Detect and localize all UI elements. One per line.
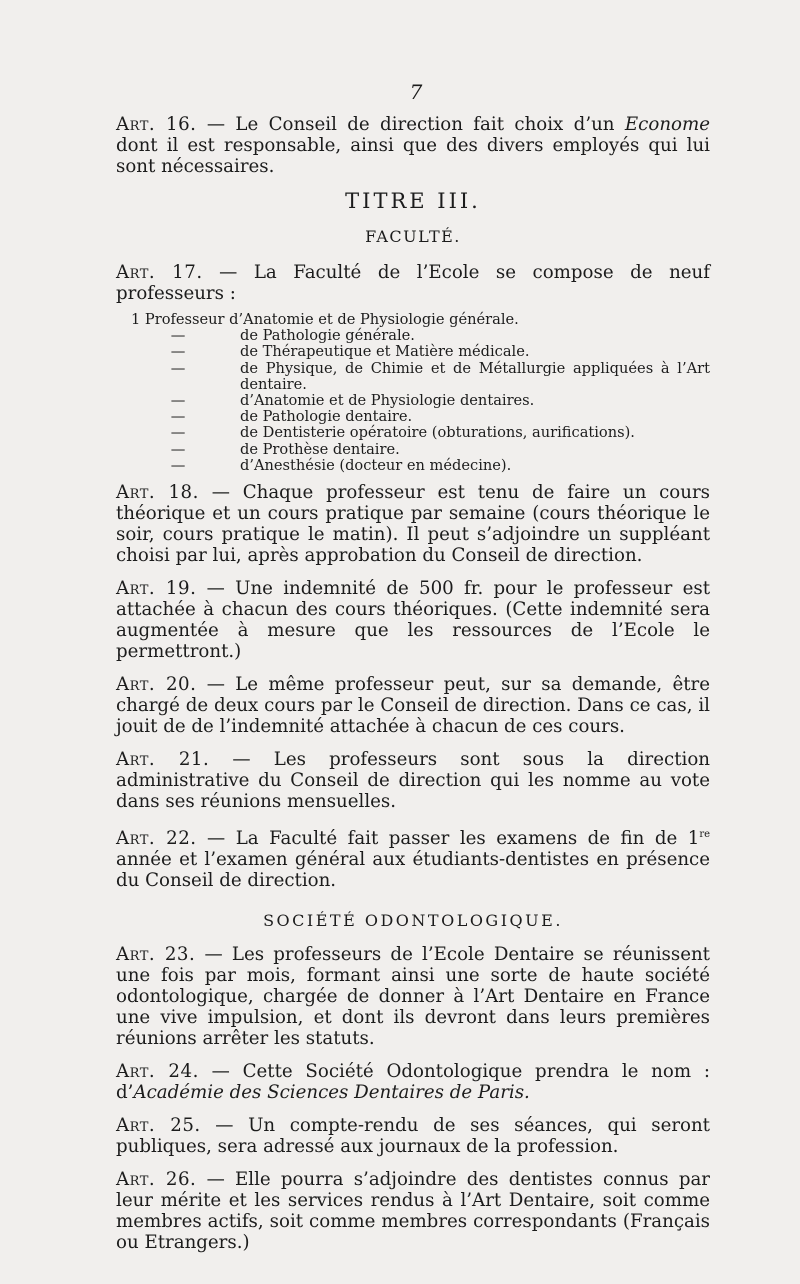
article-21: Art. 21. — Les professeurs sont sous la direction administrative du Conseil de direction qui les nomme au vote dans ses réunions mensuelles. bbox=[116, 749, 710, 813]
article-label: Art. 22. bbox=[116, 828, 197, 850]
article-24: Art. 24. — Cette Société Odontologique prendra le nom : d’Académie des Sciences Dentaires de Paris. bbox=[116, 1061, 710, 1104]
professor-list-item: — de Dentisterie opératoire (obturations, aurifications). bbox=[170, 424, 635, 442]
article-18: Art. 18. — Chaque professeur est tenu de faire un cours théorique et un cours pratique par semaine (cours théorique le soir, cours pratique le matin). Il peut s’adjoindre un suppléant choisi par lui, après approbation du Conseil de direction. bbox=[116, 482, 710, 567]
page-number: 7 bbox=[409, 80, 423, 104]
societe-heading: SOCIÉTÉ ODONTOLOGIQUE. bbox=[263, 911, 563, 931]
article-label: Art. 24. bbox=[116, 1061, 199, 1083]
article-label: Art. 23. bbox=[116, 944, 196, 966]
professor-list-item: — de Physique, de Chimie et de Métallurgie appliquées à l’Art dentaire. bbox=[170, 359, 710, 393]
article-label: Art. 19. bbox=[116, 578, 197, 600]
article-17: Art. 17. — La Faculté de l’Ecole se compose de neuf professeurs : bbox=[116, 262, 710, 304]
article-22: Art. 22. — La Faculté fait passer les examens de fin de 1re année et l’examen général aux étudiants-dentistes en présence du Conseil de direction. bbox=[116, 828, 711, 892]
article-label: Art. 26. bbox=[116, 1169, 197, 1191]
faculte-heading: FACULTÉ. bbox=[365, 227, 461, 246]
professor-list-item: — de Thérapeutique et Matière médicale. bbox=[170, 343, 530, 361]
article-label: Art. 25. bbox=[116, 1115, 201, 1137]
article-16: Art. 16. — Le Conseil de direction fait choix d’un Econome dont il est responsable, ainsi que des divers employés qui lui sont nécessaires. bbox=[116, 114, 710, 177]
page bbox=[116, 80, 710, 1265]
professor-list-item: 1 Professeur d’Anatomie et de Physiologie générale. bbox=[131, 311, 519, 328]
article-23: Art. 23. — Les professeurs de l’Ecole Dentaire se réunissent une fois par mois, formant ainsi une sorte de haute société odontologique, chargée de donner à l’Art Dentaire en France une vive impulsion, et dont ils devront dans leurs premières réunions arrêter les statuts. bbox=[116, 944, 710, 1050]
professor-list-item: — d’Anesthésie (docteur en médecine). bbox=[170, 456, 512, 474]
professor-list bbox=[116, 312, 710, 474]
article-label: Art. 17. bbox=[116, 262, 203, 283]
article-19: Art. 19. — Une indemnité de 500 fr. pour le professeur est attachée à chacun des cours théoriques. (Cette indemnité sera augmentée à mesure que les ressources de l’Ecole le permettront.) bbox=[116, 578, 710, 663]
article-20: Art. 20. — Le même professeur peut, sur sa demande, être chargé de deux cours par le Conseil de direction. Dans ce cas, il jouit de de l’indemnité attachée à chacun de ces cours. bbox=[116, 674, 710, 738]
article-label: Art. 21. bbox=[116, 749, 210, 771]
article-label: Art. 18. bbox=[116, 482, 199, 504]
professor-list-item: — de Pathologie dentaire. bbox=[170, 408, 413, 426]
article-label: Art. 20. bbox=[116, 674, 197, 696]
article-26: Art. 26. — Elle pourra s’adjoindre des dentistes connus par leur mérite et les services rendus à l’Art Dentaire, soit comme membres actifs, soit comme membres correspondants (Français ou Etrangers.) bbox=[116, 1169, 711, 1254]
article-label: Art. 16. bbox=[116, 114, 197, 135]
article-25: Art. 25. — Un compte-rendu de ses séances, qui seront publiques, sera adressé aux journaux de la profession. bbox=[116, 1115, 710, 1158]
professor-list-item: — de Prothèse dentaire. bbox=[170, 440, 400, 458]
professor-list-item: — de Pathologie générale. bbox=[170, 327, 415, 345]
titre-heading: TITRE III. bbox=[345, 189, 481, 213]
professor-list-item: — d’Anatomie et de Physiologie dentaires. bbox=[170, 392, 535, 410]
